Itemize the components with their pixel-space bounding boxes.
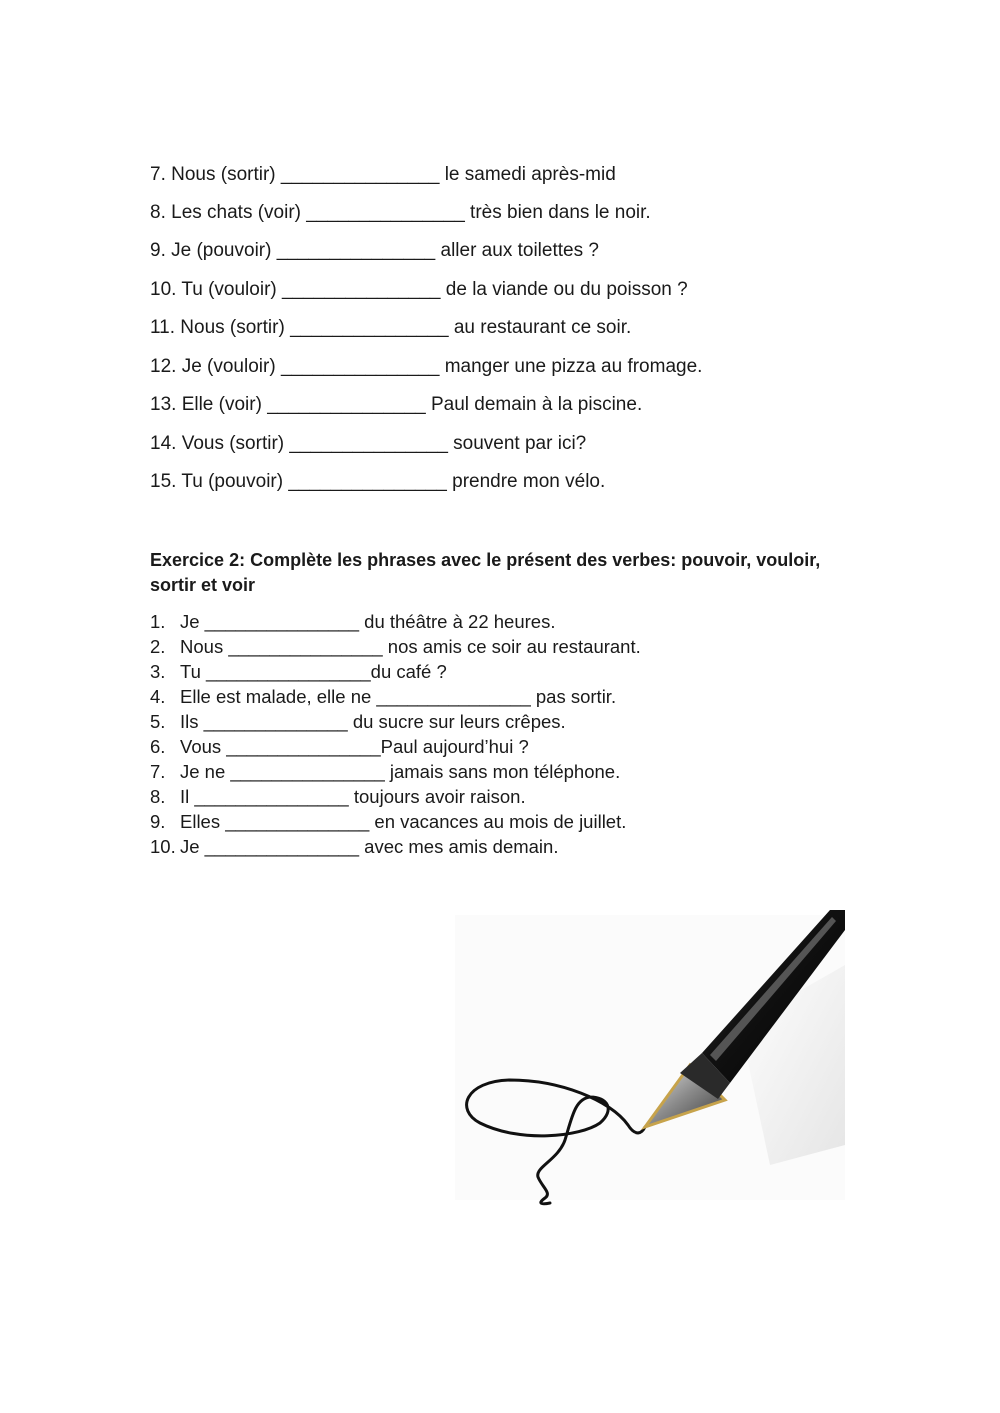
exercise-1-item-13: 13. Elle (voir) _______________ Paul demain à la piscine. xyxy=(150,394,643,415)
list-item xyxy=(150,611,555,633)
item-number: 9. xyxy=(150,811,166,832)
exercise-1-item-11: 11. Nous (sortir) _______________ au restaurant ce soir. xyxy=(150,317,632,338)
item-text: Je _______________ avec mes amis demain. xyxy=(180,836,559,857)
item-number: 8. xyxy=(150,786,166,807)
item-number: 5. xyxy=(150,711,166,732)
item-text: Tu ________________du café ? xyxy=(180,661,447,682)
exercise-1-item-8: 8. Les chats (voir) _______________ très bien dans le noir. xyxy=(150,202,651,223)
list-item xyxy=(150,836,558,858)
item-text: Elles ______________ en vacances au mois de juillet. xyxy=(180,811,627,832)
list-item xyxy=(150,636,641,658)
item-text: Vous _______________Paul aujourd’hui ? xyxy=(180,736,529,757)
item-text: Nous _______________ nos amis ce soir au restaurant. xyxy=(180,636,641,657)
item-number: 4. xyxy=(150,686,166,707)
list-item xyxy=(150,811,626,833)
exercise-1-item-15: 15. Tu (pouvoir) _______________ prendre mon vélo. xyxy=(150,471,606,492)
item-number: 7. xyxy=(150,761,166,782)
exercise-1-item-12: 12. Je (vouloir) _______________ manger une pizza au fromage. xyxy=(150,356,703,377)
item-number: 3. xyxy=(150,661,166,682)
item-text: Je ne _______________ jamais sans mon téléphone. xyxy=(180,761,621,782)
list-item xyxy=(150,761,620,783)
list-item xyxy=(150,686,616,708)
list-item xyxy=(150,736,529,758)
item-number: 1. xyxy=(150,611,166,632)
item-text: Elle est malade, elle ne _______________ pas sortir. xyxy=(180,686,617,707)
list-item xyxy=(150,786,526,808)
exercise-1-item-7: 7. Nous (sortir) _______________ le samedi après-mid xyxy=(150,164,616,185)
exercise-2-heading-line-1: Exercice 2: Complète les phrases avec le présent des verbes: pouvoir, vouloir, xyxy=(150,550,821,570)
exercise-2-heading-line-2: sortir et voir xyxy=(150,575,256,595)
exercise-1-item-14: 14. Vous (sortir) _______________ souvent par ici? xyxy=(150,433,587,454)
item-text: Il _______________ toujours avoir raison. xyxy=(180,786,526,807)
item-text: Ils ______________ du sucre sur leurs crêpes. xyxy=(180,711,566,732)
item-number: 2. xyxy=(150,636,166,657)
item-text: Je _______________ du théâtre à 22 heures. xyxy=(180,611,556,632)
exercise-2-heading xyxy=(150,548,920,598)
list-item xyxy=(150,711,566,733)
exercise-1-item-10: 10. Tu (vouloir) _______________ de la viande ou du poisson ? xyxy=(150,279,688,300)
item-number: 6. xyxy=(150,736,166,757)
exercise-1-item-9: 9. Je (pouvoir) _______________ aller aux toilettes ? xyxy=(150,240,599,261)
item-number: 10. xyxy=(150,836,176,857)
list-item xyxy=(150,661,447,683)
fountain-pen-icon xyxy=(440,905,850,1210)
